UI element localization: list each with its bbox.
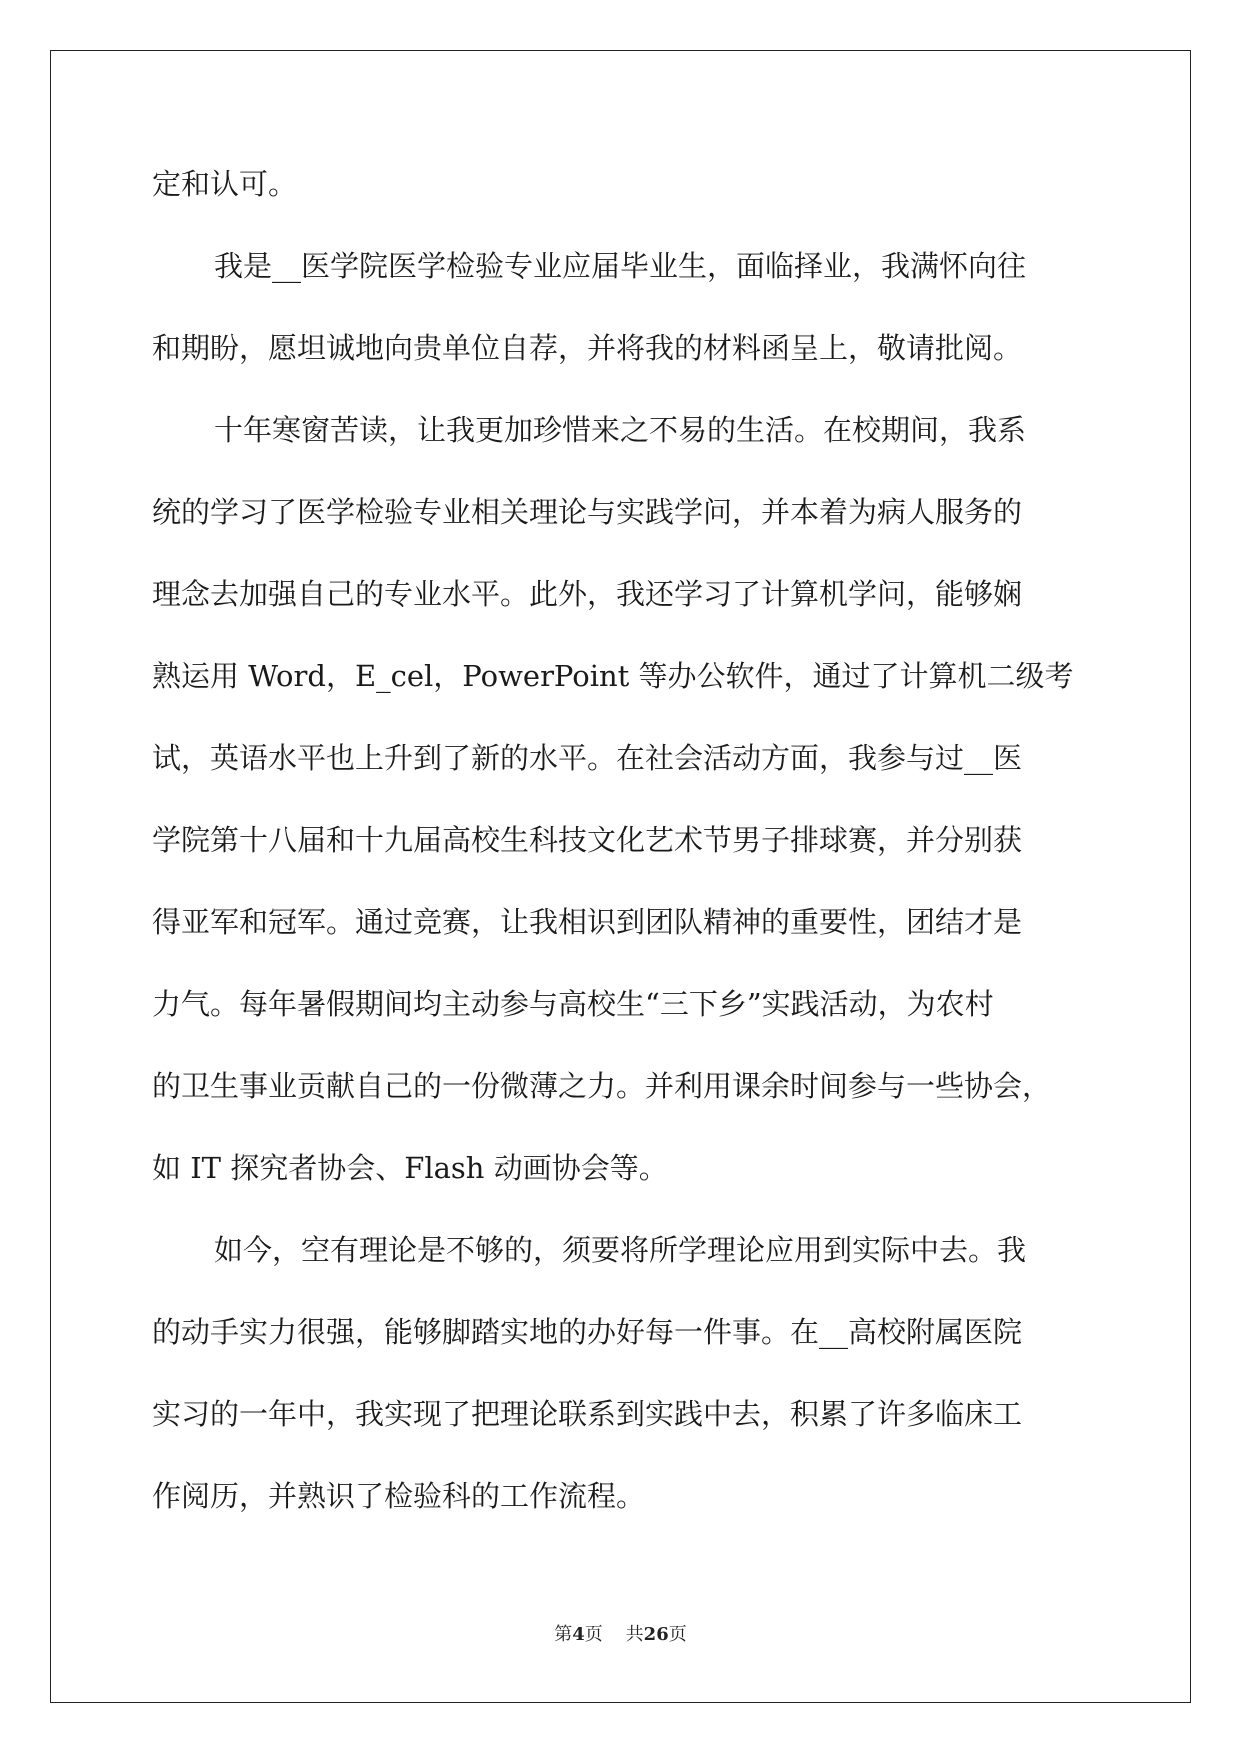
text-line: 的动手实力很强，能够脚踏实地的办好每一件事。在__高校附属医院	[152, 1315, 1023, 1349]
paragraph-first-line: 十年寒窗苦读，让我更加珍惜来之不易的生活。在校期间，我系	[214, 413, 1027, 447]
text-line: 理念去加强自己的专业水平。此外，我还学习了计算机学问，能够娴	[152, 577, 1023, 611]
text-line: 得亚军和冠军。通过竞赛，让我相识到团队精神的重要性，团结才是	[152, 905, 1023, 939]
paragraph-first-line: 我是__医学院医学检验专业应届毕业生，面临择业，我满怀向往	[214, 249, 1027, 283]
text-line: 的卫生事业贡献自己的一份微薄之力。并利用课余时间参与一些协会，	[152, 1069, 1052, 1103]
total-pages: 26	[643, 1624, 669, 1645]
text-line: 作阅历，并熟识了检验科的工作流程。	[152, 1479, 646, 1513]
total-prefix: 共	[625, 1624, 644, 1645]
text-line: 学院第十八届和十九届高校生科技文化艺术节男子排球赛，并分别获	[152, 823, 1023, 857]
text-line: 统的学习了医学检验专业相关理论与实践学问，并本着为病人服务的	[152, 495, 1023, 529]
text-line: 试，英语水平也上升到了新的水平。在社会活动方面，我参与过__医	[152, 741, 1023, 775]
total-suffix: 页	[668, 1624, 687, 1645]
text-line: 力气。每年暑假期间均主动参与高校生“三下乡”实践活动，为农村	[152, 987, 994, 1021]
text-line: 如 IT 探究者协会、Flash 动画协会等。	[152, 1151, 668, 1185]
page-suffix: 页	[584, 1624, 603, 1645]
page-border	[50, 50, 1191, 1703]
paragraph-first-line: 如今，空有理论是不够的，须要将所学理论应用到实际中去。我	[214, 1233, 1027, 1267]
page-prefix: 第	[554, 1624, 573, 1645]
text-line: 定和认可。	[152, 167, 298, 201]
text-line: 实习的一年中，我实现了把理论联系到实践中去，积累了许多临床工	[152, 1397, 1023, 1431]
page-number: 4	[572, 1624, 585, 1645]
text-line: 和期盼，愿坦诚地向贵单位自荐，并将我的材料函呈上，敬请批阅。	[152, 331, 1023, 365]
page-footer	[0, 1620, 1241, 1646]
text-line: 熟运用 Word，E_cel，PowerPoint 等办公软件，通过了计算机二级考	[152, 659, 1074, 693]
